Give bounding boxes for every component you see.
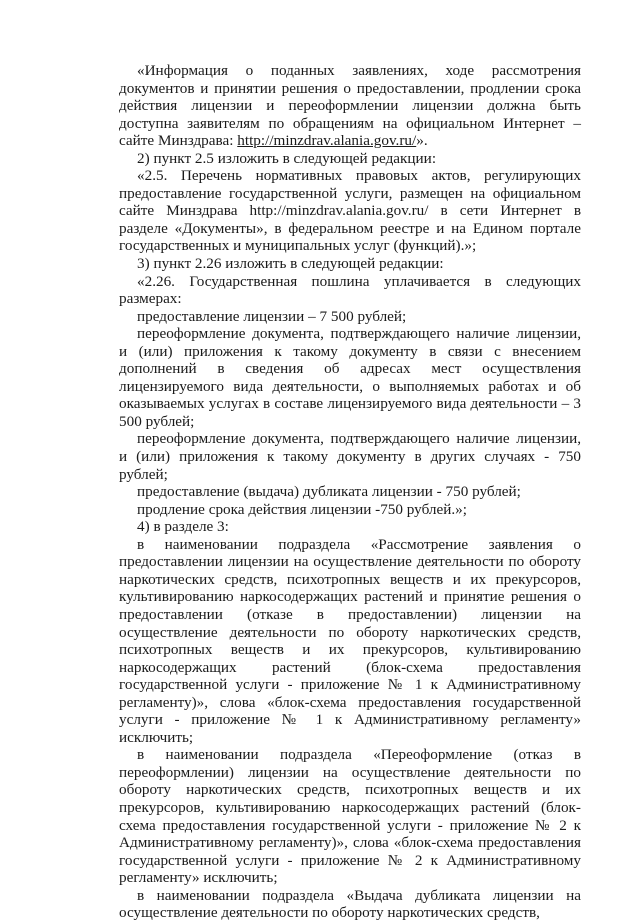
- paragraph-item-3: 3) пункт 2.26 изложить в следующей редакции:: [137, 255, 444, 273]
- document-body: [119, 62, 581, 922]
- paragraph-suffix: ».: [416, 132, 428, 150]
- paragraph-clause-2-5: «2.5. Перечень нормативных правовых актов, регулирующих предоставление государственной услуги, размещен на официальном сайте Минздрава http://minzdrav.alania.gov.ru/ в сети Интернет в разделе «Документы», в федеральном реестре и на Едином портале государственных и муниципальных услуг (функций).»;: [119, 167, 581, 255]
- paragraph-item-4: 4) в разделе 3:: [137, 518, 229, 536]
- paragraph-clause-2-26: «2.26. Государственная пошлина уплачивается в следующих размерах:: [119, 272, 581, 308]
- paragraph-subsection-duplicate: в наименовании подраздела «Выдача дубликата лицензии на осуществление деятельности по обороту наркотических средств,: [119, 886, 581, 922]
- paragraph-fee-reissue-addresses: переоформление документа, подтверждающего наличие лицензии, и (или) приложения к такому документу в связи с внесением дополнений в сведения об адресах мест осуществления лицензируемого вида деятельности, о выполняемых работах и об оказываемых услугах в составе лицензируемого вида деятельности – 3 500 рублей;: [119, 325, 581, 430]
- paragraph-fee-reissue-other: переоформление документа, подтверждающего наличие лицензии, и (или) приложения к такому документу в других случаях - 750 рублей;: [119, 430, 581, 483]
- paragraph-fee-license: предоставление лицензии – 7 500 рублей;: [137, 307, 407, 325]
- paragraph-subsection-reissue: в наименовании подраздела «Переоформление (отказ в переоформлении) лицензии на осуществление деятельности по обороту наркотических средств, психотропных веществ и их прекурсоров, культивированию наркосодержащих растений (блок-схема предоставления государственной услуги - приложение № 2 к Административному регламенту)», слова «блок-схема предоставления государственной услуги - приложение № 2 к Административному регламенту» исключить;: [119, 746, 581, 887]
- paragraph-info-availability: [119, 62, 581, 150]
- minzdrav-link[interactable]: http://minzdrav.alania.gov.ru/: [237, 132, 417, 150]
- paragraph-fee-duplicate: предоставление (выдача) дубликата лицензии - 750 рублей;: [137, 483, 521, 501]
- paragraph-item-2: 2) пункт 2.5 изложить в следующей редакции:: [137, 149, 437, 167]
- paragraph-text: «Информация о поданных заявлениях, ходе рассмотрения документов и принятии решения о предоставлении, продлении срока действия лицензии и переоформлении лицензии должна быть доступна заявителям по обращениям на официальном Интернет – сайте Минздрава:: [119, 62, 581, 150]
- paragraph-subsection-review: в наименовании подраздела «Рассмотрение заявления о предоставлении лицензии на осуществление деятельности по обороту наркотических средств, психотропных веществ и их прекурсоров, культивированию наркосодержащих растений и принятие решения о предоставлении (отказе в предоставлении) лицензии на осуществление деятельности по обороту наркотических средств, психотропных веществ и их прекурсоров, культивированию наркосодержащих растений (блок-схема предоставления государственной услуги - приложение № 1 к Административному регламенту)», слова «блок-схема предоставления государственной услуги - приложение № 1 к Административному регламенту» исключить;: [119, 535, 581, 746]
- paragraph-fee-extension: продление срока действия лицензии -750 рублей.»;: [137, 500, 467, 518]
